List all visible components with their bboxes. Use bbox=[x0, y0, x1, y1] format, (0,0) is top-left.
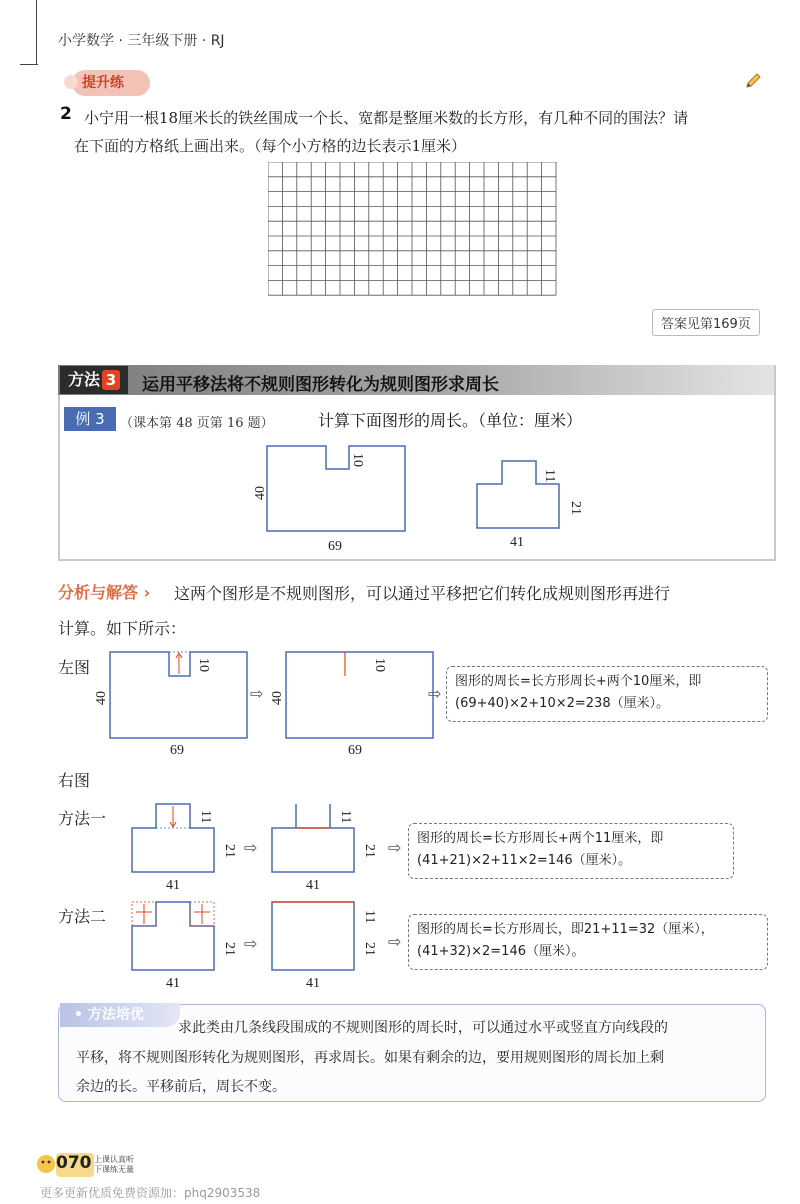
arrow-right-icon: ⇨ bbox=[244, 838, 258, 857]
example-figure-left bbox=[250, 440, 420, 555]
grid-paper[interactable] bbox=[268, 162, 558, 298]
method-one-note: 图形的周长=长方形周长+两个11厘米，即 (41+21)×2+11×2=146（厘米）。 bbox=[408, 823, 734, 879]
fig-label: 21 bbox=[222, 942, 237, 956]
arrow-right-icon: ⇨ bbox=[250, 684, 264, 703]
tips-badge: • 方法培优 bbox=[60, 1003, 180, 1027]
fig-label: 41 bbox=[306, 878, 320, 893]
example-question: 计算下面图形的周长。（单位：厘米） bbox=[318, 411, 583, 430]
right-figure-title: 右图 bbox=[58, 771, 91, 790]
arrow-right-icon: ⇨ bbox=[388, 838, 402, 857]
fig-label: 10 bbox=[196, 658, 211, 672]
analysis-text: 计算。如下所示： bbox=[58, 619, 187, 638]
example-source: （课本第 48 页第 16 题） bbox=[120, 416, 274, 431]
example-badge: 例 3 bbox=[64, 407, 116, 431]
method-two-note: 图形的周长=长方形周长，即21+11=32（厘米）， (41+32)×2=146（厘米）。 bbox=[408, 914, 768, 970]
fig-label: 11 bbox=[542, 469, 557, 483]
fig-label: 69 bbox=[170, 743, 184, 758]
tips-text: 余边的长。平移前后，周长不变。 bbox=[76, 1079, 286, 1095]
fig-label: 21 bbox=[362, 942, 377, 956]
analysis-text: 这两个图形是不规则图形，可以通过平移把它们转化成规则图形再进行 bbox=[174, 584, 671, 603]
pencil-icon bbox=[744, 72, 762, 90]
question-number: 2 bbox=[60, 104, 72, 124]
method-label: 方法 3 bbox=[60, 366, 128, 394]
example-figure-right bbox=[470, 455, 590, 550]
answer-reference: 答案见第169页 bbox=[652, 309, 760, 336]
fig-label: 10 bbox=[350, 453, 365, 467]
left-solution-note: 图形的周长=长方形周长+两个10厘米，即 (69+40)×2+10×2=238（厘米）。 bbox=[446, 666, 768, 722]
practice-tag: 提升练 bbox=[72, 70, 150, 96]
analysis-label: 分析与解答 › bbox=[58, 583, 151, 602]
question-text: 在下面的方格纸上画出来。（每个小方格的边长表示1厘米） bbox=[74, 137, 467, 155]
fig-label: 21 bbox=[568, 501, 583, 515]
tips-text: 求此类由几条线段围成的不规则图形的周长时，可以通过水平或竖直方向线段的 bbox=[178, 1020, 668, 1036]
page-number: 070 bbox=[56, 1153, 92, 1173]
fig-label: 11 bbox=[338, 810, 353, 824]
arrow-right-icon: ⇨ bbox=[244, 934, 258, 953]
tips-text: 平移，将不规则图形转化为规则图形，再求周长。如果有剩余的边，要用规则图形的周长加上剩 bbox=[76, 1050, 664, 1066]
page-slogan: 上课认真听 bbox=[94, 1155, 134, 1164]
fig-label: 69 bbox=[328, 539, 342, 554]
fig-label: 11 bbox=[362, 910, 377, 924]
question-text: 小宁用一根18厘米长的铁丝围成一个长、宽都是整厘米数的长方形，有几种不同的围法？请 bbox=[84, 109, 689, 127]
fig-label: 69 bbox=[348, 743, 362, 758]
left-figure-title: 左图 bbox=[58, 658, 91, 677]
method-one-label: 方法一 bbox=[58, 809, 107, 828]
footer-text: 更多更新优质免费资源加：phq2903538 bbox=[40, 1186, 261, 1200]
fig-label: 11 bbox=[198, 810, 213, 824]
crop-mark bbox=[20, 64, 38, 65]
method-two-after bbox=[270, 898, 380, 990]
method-title: 运用平移法将不规则图形转化为规则图形求周长 bbox=[142, 375, 499, 395]
method-two-before bbox=[130, 898, 240, 990]
fig-label: 10 bbox=[372, 658, 387, 672]
crop-mark bbox=[36, 0, 37, 64]
page-slogan: 下课练无量 bbox=[94, 1165, 134, 1174]
left-figure-before bbox=[92, 648, 252, 758]
fig-label: 21 bbox=[362, 844, 377, 858]
fig-label: 21 bbox=[222, 844, 237, 858]
method-one-after bbox=[270, 800, 380, 892]
method-number: 3 bbox=[102, 370, 120, 390]
fig-label: 41 bbox=[166, 976, 180, 991]
page-header: 小学数学 · 三年级下册 · RJ bbox=[58, 33, 225, 49]
method-two-label: 方法二 bbox=[58, 907, 107, 926]
fig-label: 41 bbox=[306, 976, 320, 991]
fig-label: 41 bbox=[166, 878, 180, 893]
method-one-before bbox=[130, 800, 240, 892]
fig-label: 40 bbox=[270, 691, 285, 705]
left-figure-after bbox=[268, 648, 438, 758]
fig-label: 40 bbox=[253, 486, 268, 500]
fig-label: 41 bbox=[510, 535, 524, 550]
arrow-right-icon: ⇨ bbox=[388, 932, 402, 951]
arrow-right-icon: ⇨ bbox=[428, 684, 442, 703]
fig-label: 40 bbox=[94, 691, 109, 705]
